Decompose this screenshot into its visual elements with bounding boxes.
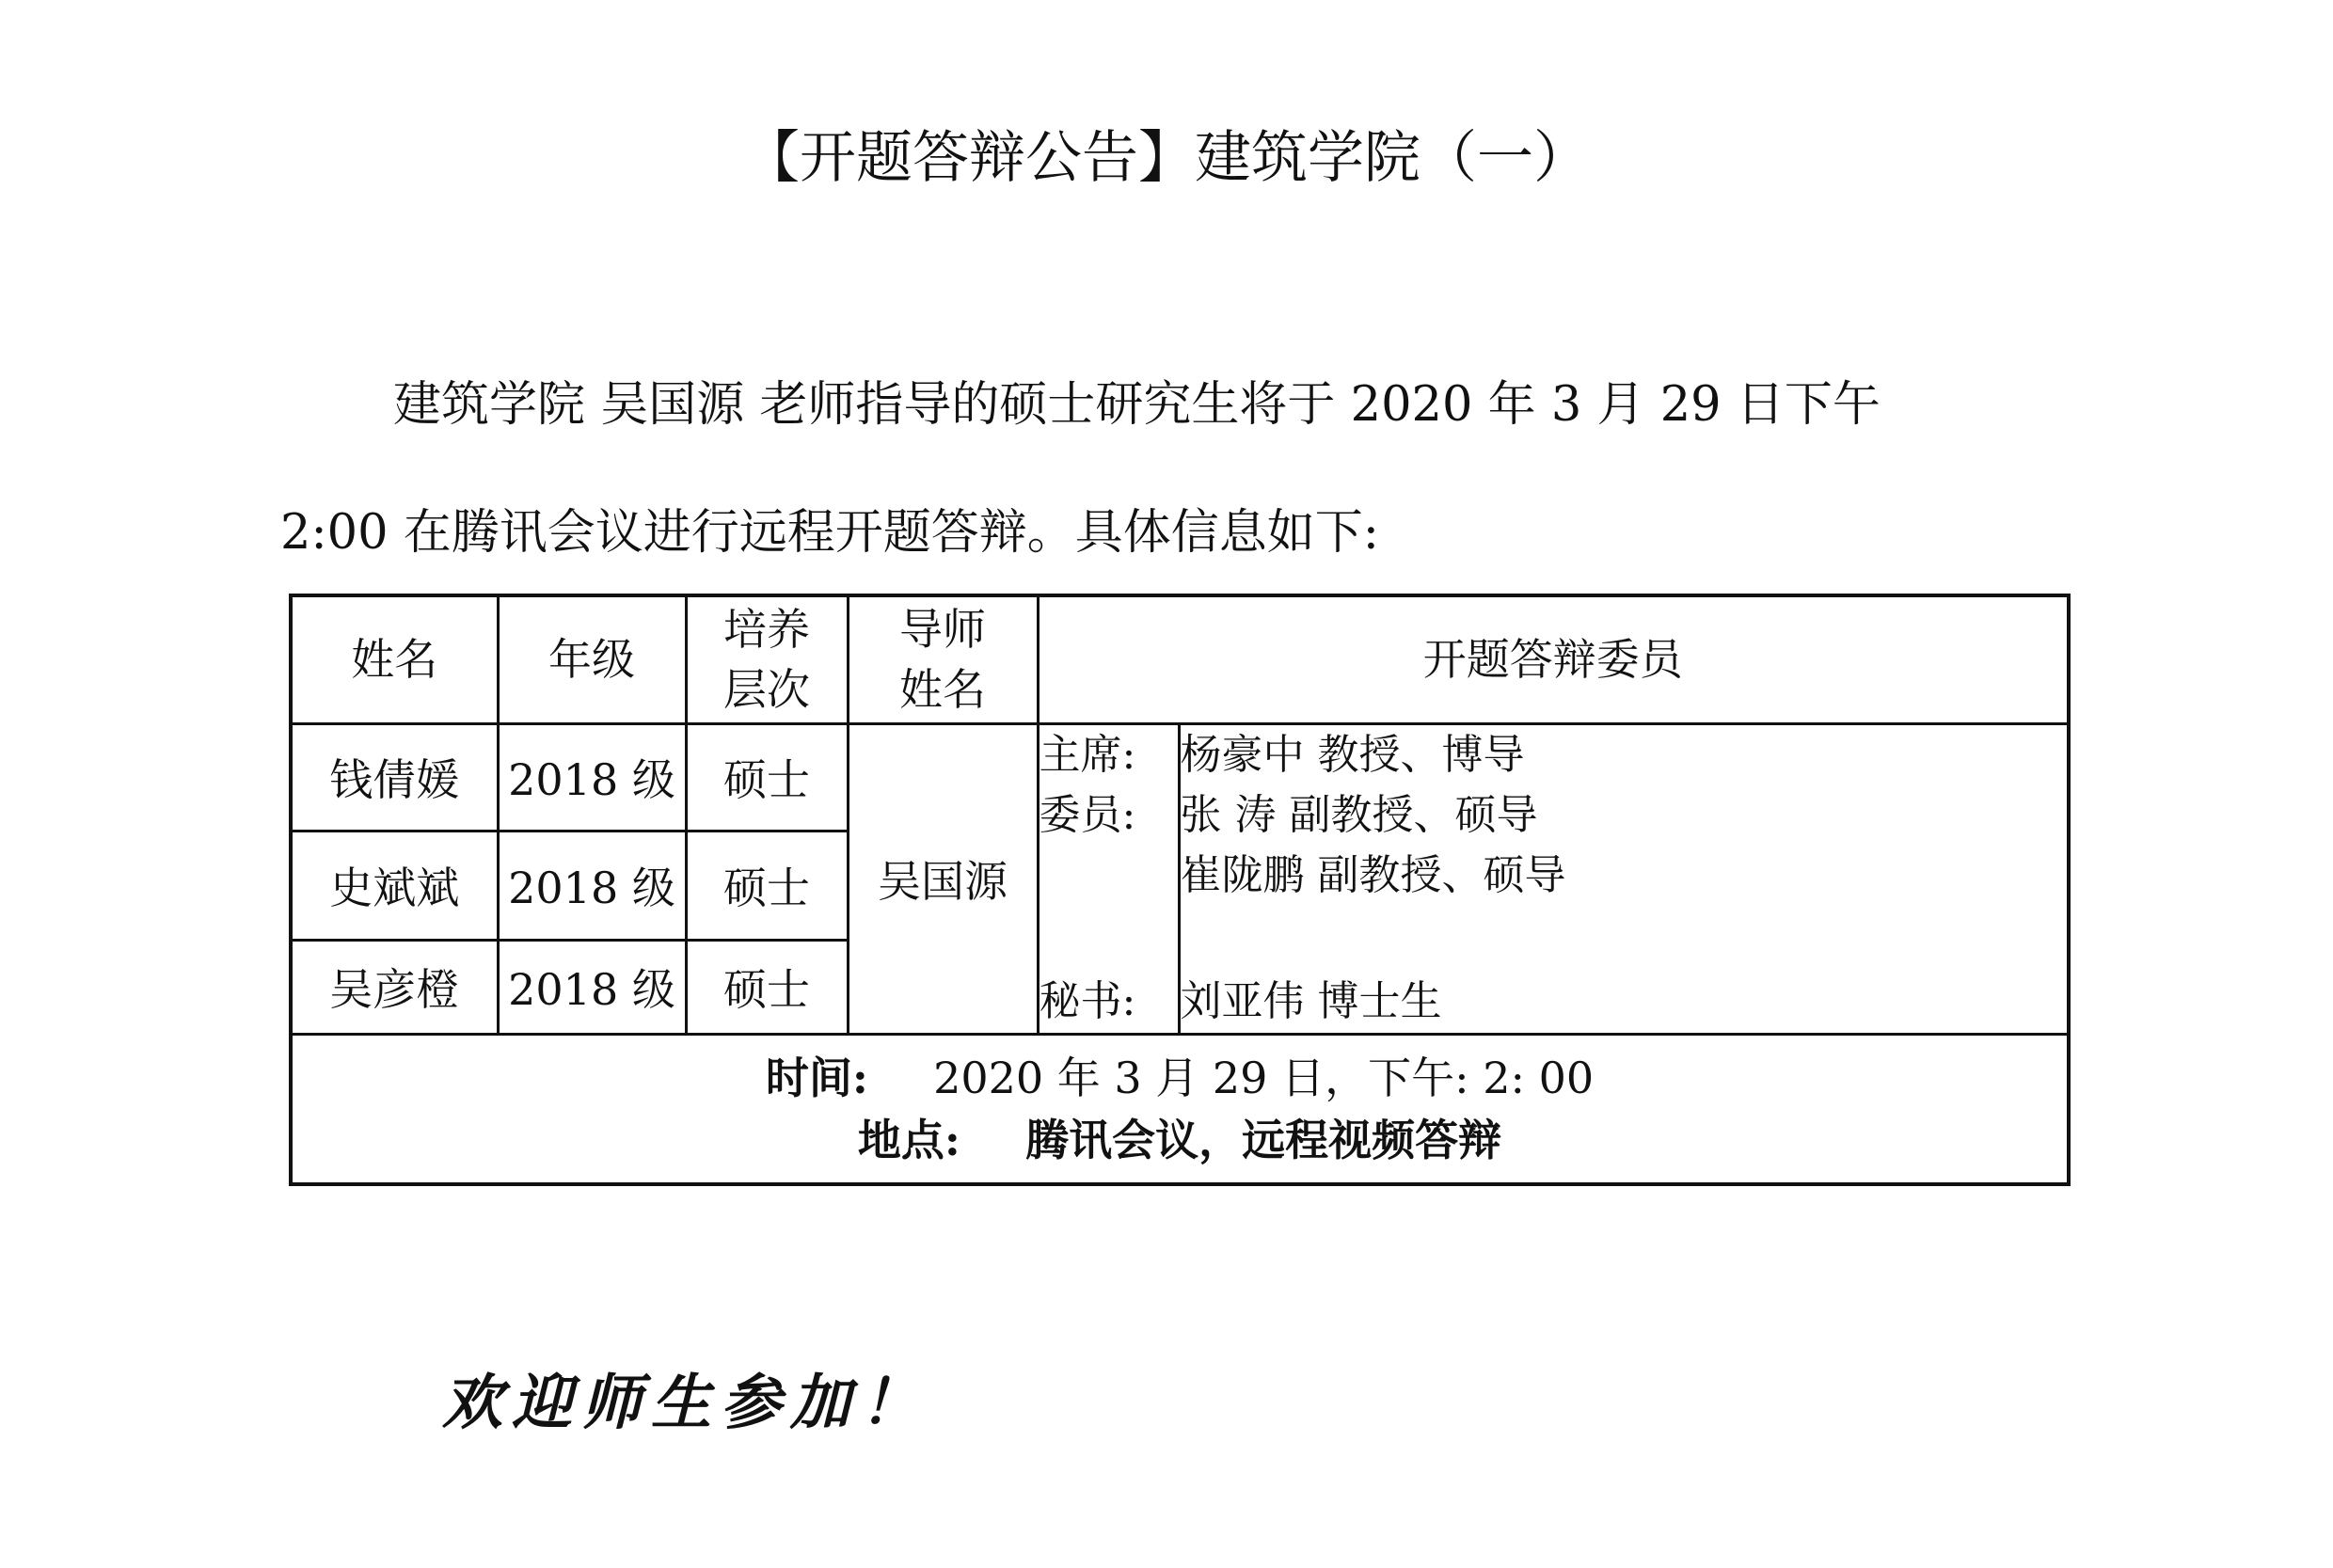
welcome-message: 欢迎师生参加！ (442, 1368, 929, 1438)
student-grade: 2018 级 (498, 831, 686, 940)
page-title: 【开题答辩公告】建筑学院（一） (743, 125, 1590, 191)
student-grade: 2018 级 (498, 723, 686, 831)
committee-members (1179, 723, 2069, 1034)
chair-value: 杨豪中 教授、博导 (1180, 730, 1525, 779)
student-name: 史斌斌 (291, 831, 498, 940)
student-level: 硕士 (686, 723, 848, 831)
time-value: 2020 年 3 月 29 日，下午: 2: 00 (933, 1052, 1595, 1103)
student-level: 硕士 (686, 940, 848, 1034)
header-supervisor: 导师姓名 (848, 595, 1038, 723)
place-label: 地点: (857, 1114, 960, 1165)
secretary-value: 刘亚伟 博士生 (1180, 976, 1442, 1025)
chair-label: 主席: (1039, 730, 1136, 779)
header-name: 姓名 (291, 595, 498, 723)
secretary-label: 秘书: (1039, 976, 1136, 1025)
header-level: 培养层次 (686, 595, 848, 723)
student-name: 钱倩媛 (291, 723, 498, 831)
supervisor-name: 吴国源 (848, 723, 1038, 1034)
time-place-cell (291, 1034, 2069, 1184)
time-label: 时间: (765, 1052, 868, 1103)
student-grade: 2018 级 (498, 940, 686, 1034)
student-level: 硕士 (686, 831, 848, 940)
student-name: 吴彦橙 (291, 940, 498, 1034)
intro-line-2: 2:00 在腾讯会议进行远程开题答辩。具体信息如下: (280, 505, 1379, 561)
place-value: 腾讯会议，远程视频答辩 (1025, 1114, 1502, 1165)
member-value-2: 崔陇鹏 副教授、硕导 (1180, 850, 1566, 899)
header-grade: 年级 (498, 595, 686, 723)
member-label: 委员: (1039, 790, 1136, 839)
member-value-1: 张 涛 副教授、硕导 (1180, 790, 1538, 839)
committee-labels (1038, 723, 1179, 1034)
header-committee: 开题答辩委员 (1038, 595, 2069, 723)
intro-line-1: 建筑学院 吴国源 老师指导的硕士研究生将于 2020 年 3 月 29 日下午 (393, 377, 1881, 433)
defense-info-table (289, 594, 2071, 1186)
